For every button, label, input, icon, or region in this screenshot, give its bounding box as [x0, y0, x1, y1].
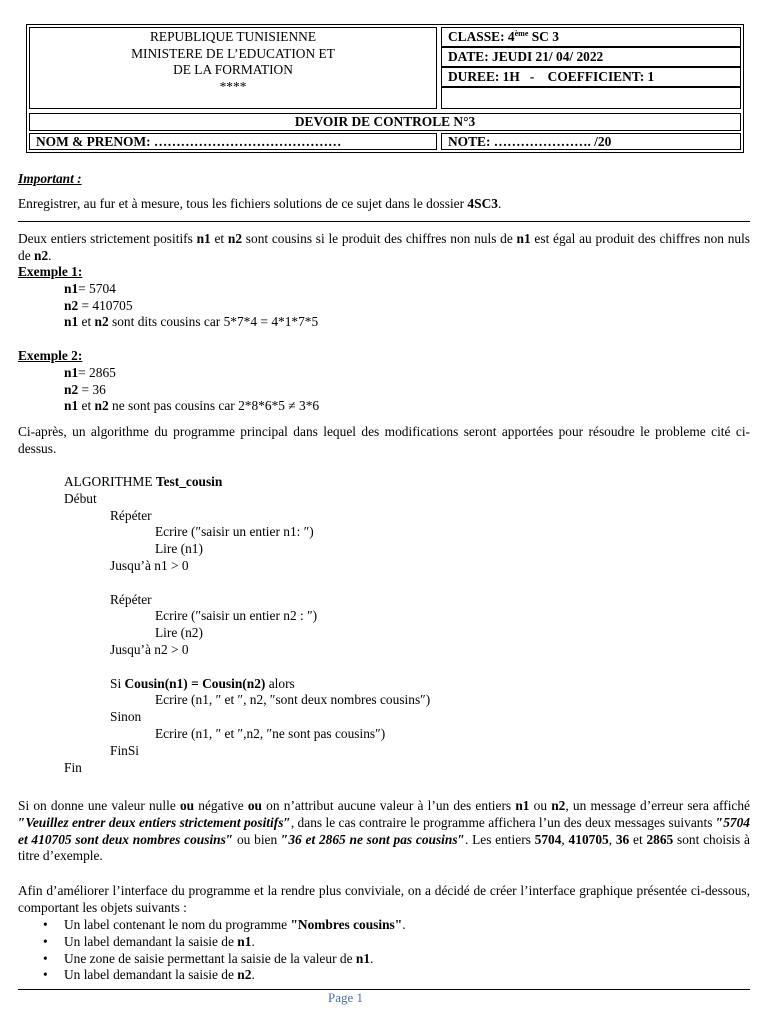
note-field: NOTE: …………………. /20: [441, 133, 741, 150]
var-value: = 36: [78, 381, 106, 397]
text: et: [78, 314, 95, 330]
objects-list: [18, 917, 750, 984]
algo-line: Ecrire (n1, ″ et ″,n2, ″ne sont pas cousins″): [155, 725, 386, 741]
var-label: n2: [64, 297, 79, 313]
nom-prenom-field: NOM & PRENOM: ……………………………………: [29, 133, 437, 150]
institution-cell: [29, 27, 437, 109]
algo-line: Lire (n1): [155, 541, 203, 557]
list-item: [18, 934, 750, 951]
algo-keyword: ALGORITHME: [64, 474, 156, 489]
algo-line: [18, 676, 750, 693]
text: ou bien: [233, 831, 281, 847]
institution-line: MINISTERE DE L’EDUCATION ET: [131, 45, 335, 61]
text: . Les entiers: [464, 831, 535, 847]
algo-keyword: Si: [110, 675, 125, 691]
program-name: "Nombres cousins": [290, 917, 403, 932]
var-value: = 2865: [78, 364, 116, 380]
var-value: = 5704: [78, 280, 116, 296]
n1-ref: n1: [196, 231, 211, 246]
text: ,: [608, 831, 616, 847]
not-cousin-message: ″36 et 2865 ne sont pas cousins″: [280, 831, 465, 847]
algo-line: Fin: [64, 759, 82, 775]
example-2: [18, 348, 750, 415]
important-end: .: [497, 195, 502, 211]
text: ne sont pas cousins car 2*8*6*5 ≠ 3*6: [108, 398, 320, 414]
example-value: 410705: [568, 831, 609, 847]
example-1: [18, 264, 750, 331]
cousin-message: ″5704 et 410705 sont deux nombres cousins″: [18, 814, 750, 847]
algo-line: Répéter: [110, 507, 152, 523]
intro-text: .: [48, 247, 52, 263]
classe-suffix: SC 3: [528, 29, 559, 44]
classe-sup: ème: [514, 29, 529, 38]
intro-text: et: [210, 231, 228, 246]
page-number: Page 1: [328, 990, 364, 1005]
var-label: n1: [64, 280, 79, 296]
example-value: 36: [615, 831, 630, 847]
algo-line: FinSi: [110, 742, 140, 758]
text: .: [251, 967, 255, 983]
example-value: 2865: [646, 831, 674, 847]
intro-paragraph: [18, 231, 750, 265]
error-message: ″Veuillez entrer deux entiers strictement positifs″: [18, 814, 291, 830]
text-bold: ou: [247, 798, 262, 813]
divider: [18, 221, 750, 222]
intro-text: est égal au produit des chiffres non nuls de: [18, 231, 751, 263]
var-label: n2: [64, 381, 79, 397]
var-label: n2: [94, 314, 109, 330]
var-label: n1: [64, 364, 79, 380]
important-text: [18, 196, 750, 213]
algo-line: Ecrire (″saisir un entier n2 : ″): [155, 608, 318, 624]
algo-line: Sinon: [110, 709, 142, 725]
empty-cell: [441, 87, 741, 109]
example-line: [18, 298, 750, 315]
text: Un label demandant la saisie de: [64, 967, 238, 983]
text: et: [629, 831, 647, 847]
classe-prefix: CLASSE: 4: [448, 29, 515, 44]
example-line: [18, 398, 750, 415]
text: Si on donne une valeur nulle: [18, 798, 180, 813]
institution-line: ****: [219, 78, 247, 94]
text: .: [251, 933, 255, 949]
text-bold: ou: [179, 798, 195, 813]
institution-line: DE LA FORMATION: [173, 62, 293, 77]
error-paragraph: [18, 798, 750, 865]
header-table: [26, 24, 744, 153]
algo-line: Jusqu’à n1 > 0: [110, 557, 189, 573]
n2-ref: n2: [237, 967, 252, 983]
text: sont dits cousins car 5*7*4 = 4*1*7*5: [108, 314, 319, 330]
example-line: [18, 382, 750, 399]
exam-title: DEVOIR DE CONTROLE N°3: [29, 113, 741, 131]
n1-ref: n1: [355, 950, 371, 966]
text: .: [402, 917, 406, 932]
algo-keyword: alors: [265, 675, 295, 691]
algo-line: Jusqu’à n2 > 0: [110, 641, 189, 657]
n2-ref: n2: [551, 798, 566, 813]
algo-line: Ecrire (″saisir un entier n1: ″): [155, 524, 314, 540]
text: on n’attribut aucune valeur à l’un des entiers: [262, 798, 516, 813]
example-2-title: Exemple 2:: [18, 348, 83, 363]
text: sont choisis à titre d’exemple.: [18, 831, 750, 864]
date-cell: DATE: JEUDI 21/ 04/ 2022: [441, 47, 741, 67]
algo-line: Ecrire (n1, ″ et ″, n2, ″sont deux nombres cousins″): [155, 692, 431, 708]
text: .: [370, 950, 374, 966]
n1-ref: n1: [516, 231, 531, 246]
text: , dans le cas contraire le programme affichera l’un des deux messages suivants: [290, 814, 716, 830]
example-line: [18, 365, 750, 382]
text: négative: [194, 798, 248, 813]
text: , un message d’erreur sera affiché: [565, 798, 751, 813]
document-page: [18, 24, 751, 983]
important-section: [18, 171, 750, 213]
algo-name: Test_cousin: [155, 474, 223, 489]
list-item: [18, 917, 750, 934]
example-value: 5704: [534, 831, 562, 847]
text: Une zone de saisie permettant la saisie de la valeur de: [64, 950, 356, 966]
var-label: n1: [64, 398, 79, 414]
institution-line: REPUBLIQUE TUNISIENNE: [149, 29, 316, 44]
intro-text: Deux entiers strictement positifs: [18, 231, 197, 246]
important-sentence: Enregistrer, au fur et à mesure, tous les fichiers solutions de ce sujet dans le dossier: [18, 195, 468, 211]
text: et: [78, 398, 95, 414]
list-item: [18, 951, 750, 968]
intro-text: sont cousins si le produit des chiffres non nuls de: [242, 231, 517, 246]
n2-ref: n2: [227, 231, 243, 246]
duree-cell: DUREE: 1H - COEFFICIENT: 1: [441, 67, 741, 87]
algo-line: Lire (n2): [155, 625, 203, 641]
list-item: [18, 967, 750, 984]
algo-header: [18, 474, 750, 491]
example-1-title: Exemple 1:: [18, 264, 83, 279]
n2-ref: n2: [34, 247, 49, 263]
example-line: [18, 314, 750, 331]
algo-line: Début: [64, 490, 97, 506]
example-line: [18, 281, 750, 298]
algorithm-block: [18, 474, 750, 776]
algo-line: Répéter: [110, 591, 152, 607]
footer-divider: [18, 989, 750, 990]
algo-condition: Cousin(n1) = Cousin(n2): [124, 675, 266, 691]
classe-cell: [441, 27, 741, 47]
var-label: n2: [94, 398, 109, 414]
n1-ref: n1: [237, 933, 252, 949]
spacer: [18, 575, 750, 592]
folder-name: 4SC3: [467, 195, 498, 211]
spacer: [18, 659, 750, 676]
var-value: = 410705: [78, 297, 133, 313]
text: Un label contenant le nom du programme: [64, 917, 291, 932]
important-label: Important :: [18, 171, 82, 186]
algo-intro: Ci-après, un algorithme du programme principal dans lequel des modifications seront apportées pour résoudre le probleme cité ci-dessus.: [18, 424, 750, 456]
text: ,: [561, 831, 569, 847]
interface-paragraph: Afin d’améliorer l’interface du programme et la rendre plus conviviale, on a décidé de créer l’interface graphique présentée ci-dessous, comportant les objets suivants :: [18, 883, 750, 915]
n1-ref: n1: [515, 798, 530, 813]
text: ou: [529, 798, 552, 813]
var-label: n1: [64, 314, 79, 330]
text: Un label demandant la saisie de: [64, 933, 238, 949]
